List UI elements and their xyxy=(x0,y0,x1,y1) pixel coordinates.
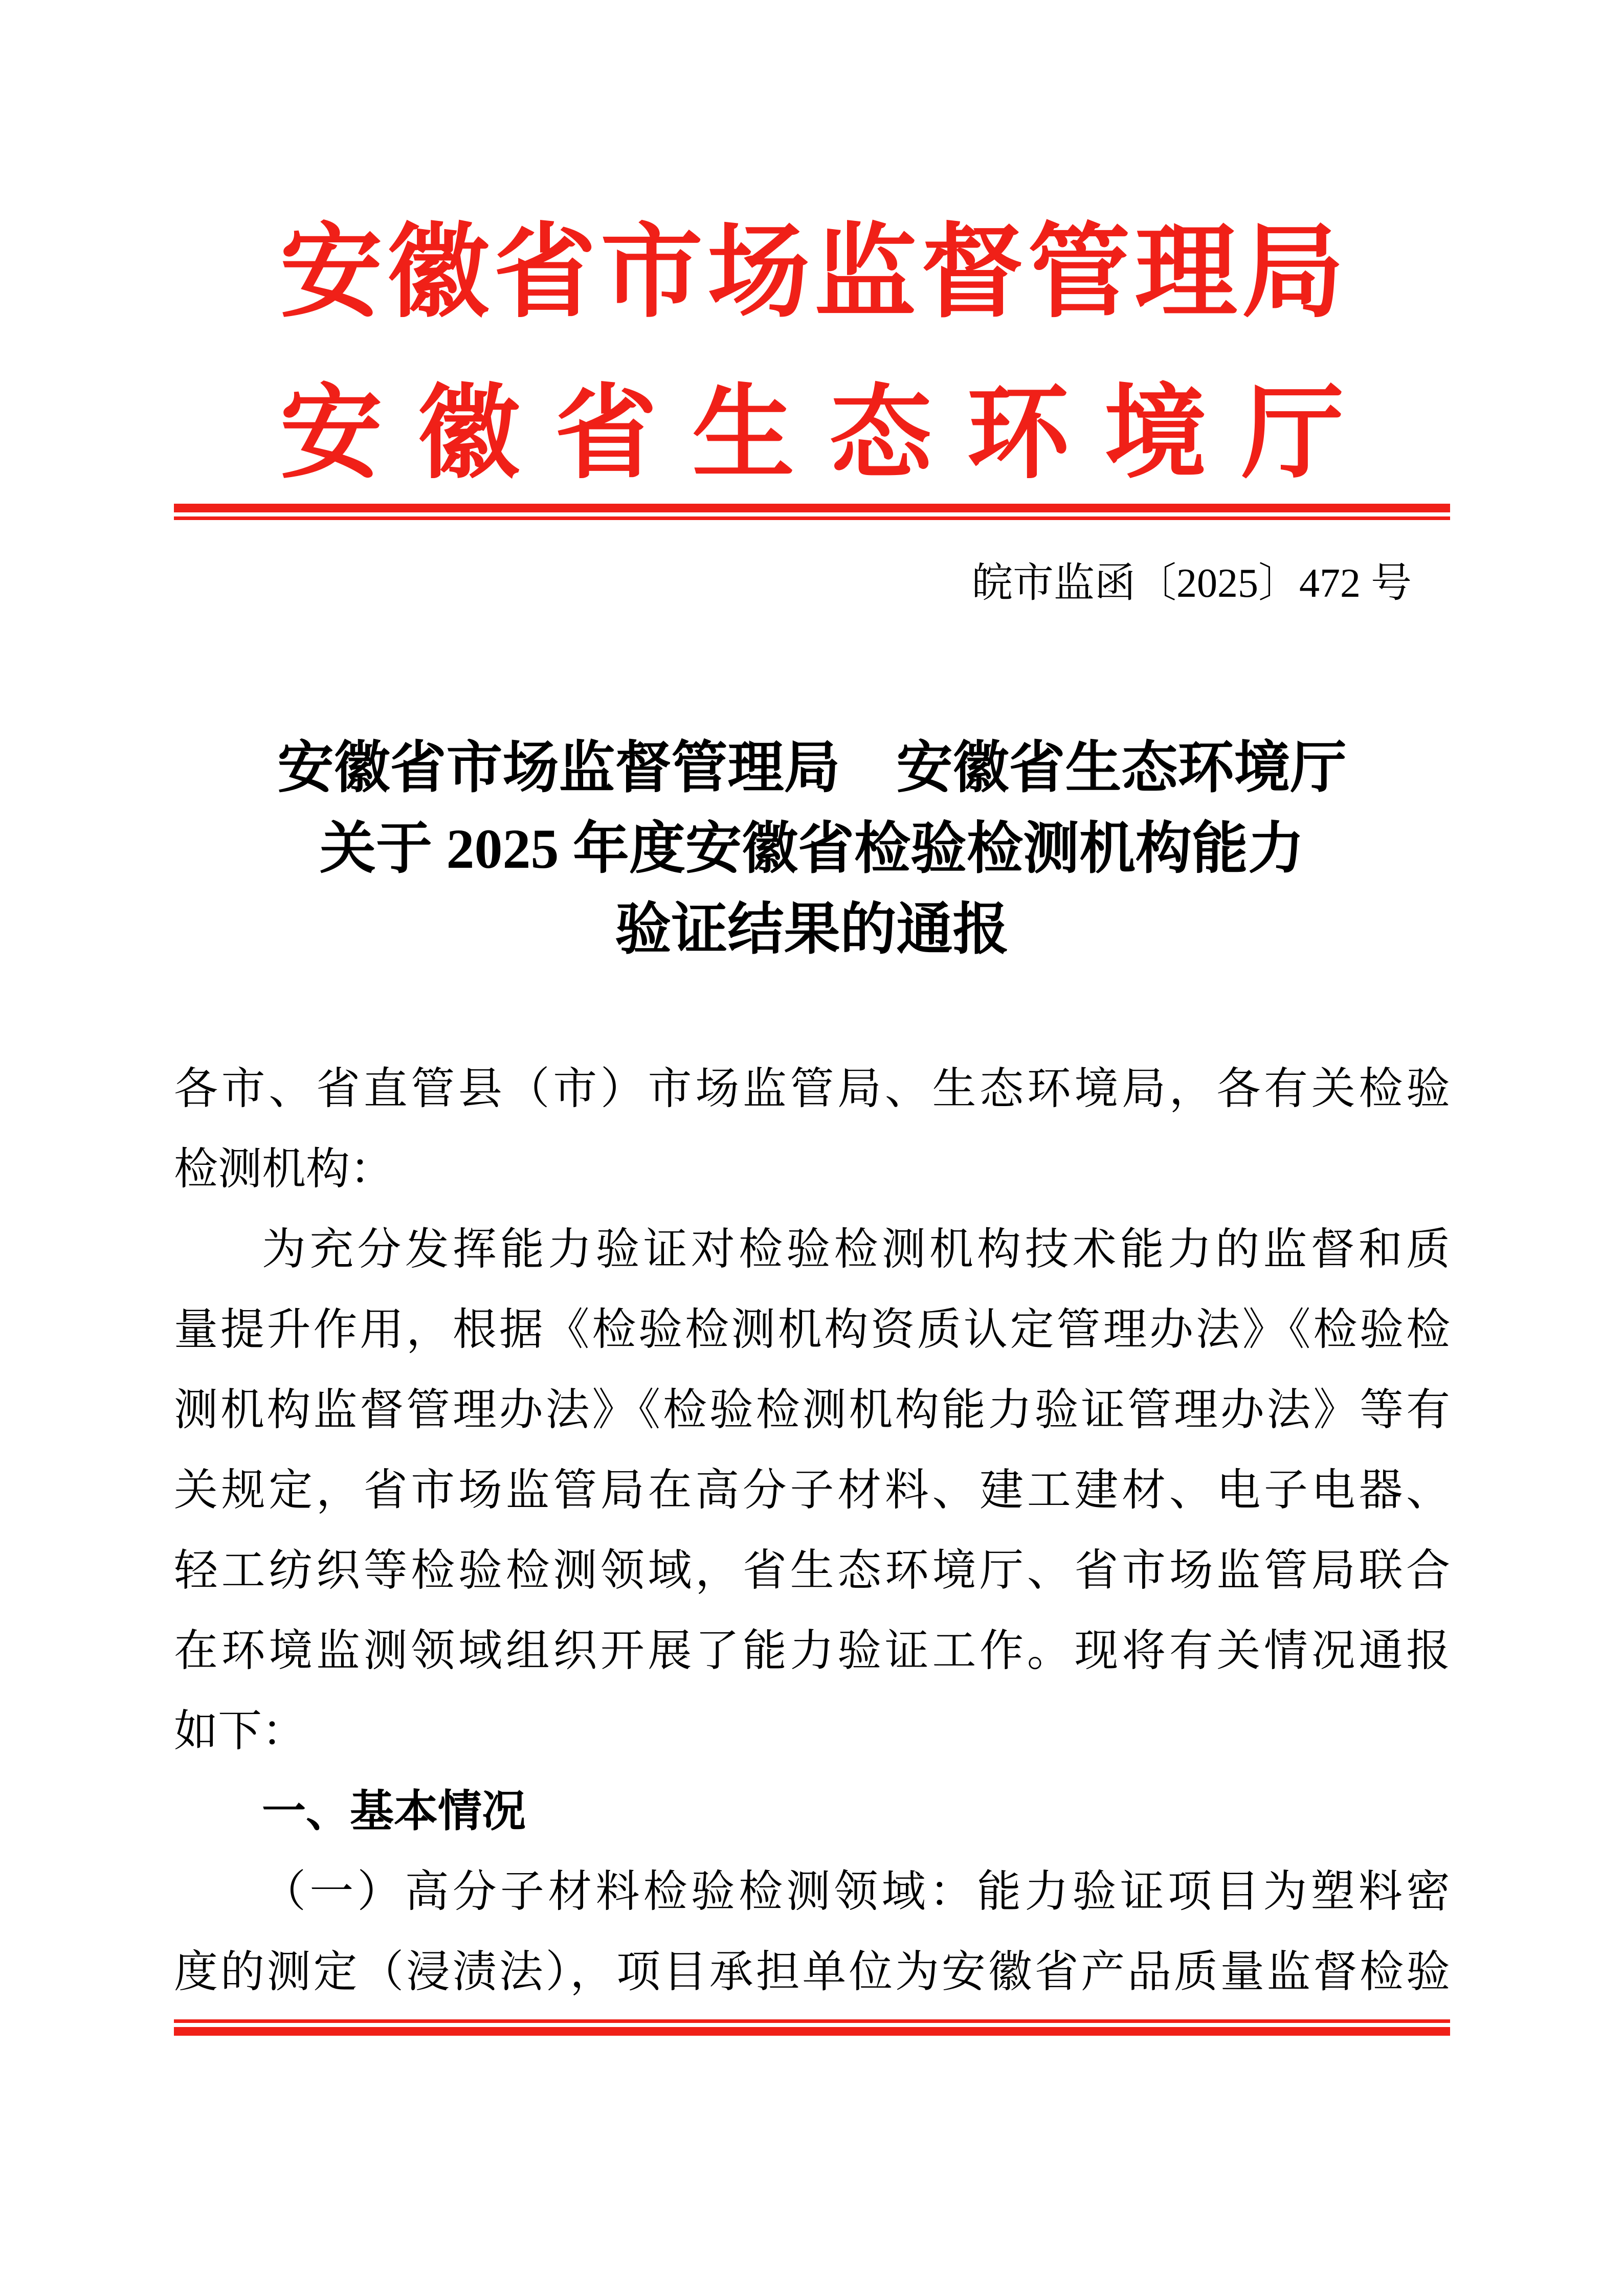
letterhead xyxy=(0,215,1624,612)
document-title-line1: 安徽省市场监督管理局 安徽省生态环境厅 xyxy=(277,737,1347,799)
page-footer xyxy=(0,2019,1624,2036)
org-name-line1: 安徽省市场监督管理局 xyxy=(280,217,1344,330)
document-reference-number: 皖市监函〔2025〕472 号 xyxy=(972,561,1412,606)
body-line-paragraph: 度的测定（浸渍法），项目承担单位为安徽省产品质量监督检验 xyxy=(174,1947,1450,1996)
body-line-paragraph: （一）高分子材料检验检测领域：能力验证项目为塑料密 xyxy=(262,1867,1450,1916)
body-line-paragraph: 轻工纺织等检验检测领域，省生态环境厅、省市场监管局联合 xyxy=(174,1546,1450,1595)
header-divider-thick-line xyxy=(174,504,1450,512)
body-line-paragraph-end: 如下： xyxy=(174,1706,306,1755)
document-title-line3: 验证结果的通报 xyxy=(615,898,1009,961)
body-line-paragraph: 为充分发挥能力验证对检验检测机构技术能力的监督和质 xyxy=(262,1225,1450,1274)
document-title-line2: 关于 2025 年度安徽省检验检测机构能力 xyxy=(320,818,1304,880)
body-line-salutation: 各市、省直管县（市）市场监管局、生态环境局，各有关检验 xyxy=(174,1064,1450,1113)
body-line-salutation-end: 检测机构： xyxy=(174,1144,394,1194)
body-line-paragraph: 在环境监测领域组织开展了能力验证工作。现将有关情况通报 xyxy=(174,1626,1450,1675)
section-heading-basic-situation: 一、基本情况 xyxy=(262,1787,526,1836)
letterhead-org-names xyxy=(280,215,1344,493)
document-body xyxy=(174,1049,1450,2012)
document-title xyxy=(174,728,1450,970)
footer-divider xyxy=(174,2019,1450,2036)
footer-divider-thin-line xyxy=(174,2019,1450,2023)
body-line-paragraph: 量提升作用，根据《检验检测机构资质认定管理办法》《检验检 xyxy=(174,1305,1450,1354)
org-name-line2: 安徽省生态环境厅 xyxy=(280,378,1344,491)
document-main xyxy=(0,728,1624,2012)
footer-divider-thick-line xyxy=(174,2027,1450,2036)
header-divider xyxy=(174,504,1450,520)
body-line-paragraph: 关规定，省市场监管局在高分子材料、建工建材、电子电器、 xyxy=(174,1466,1450,1515)
header-divider-thin-line xyxy=(174,516,1450,520)
body-line-paragraph: 测机构监督管理办法》《检验检测机构能力验证管理办法》等有 xyxy=(174,1385,1450,1434)
